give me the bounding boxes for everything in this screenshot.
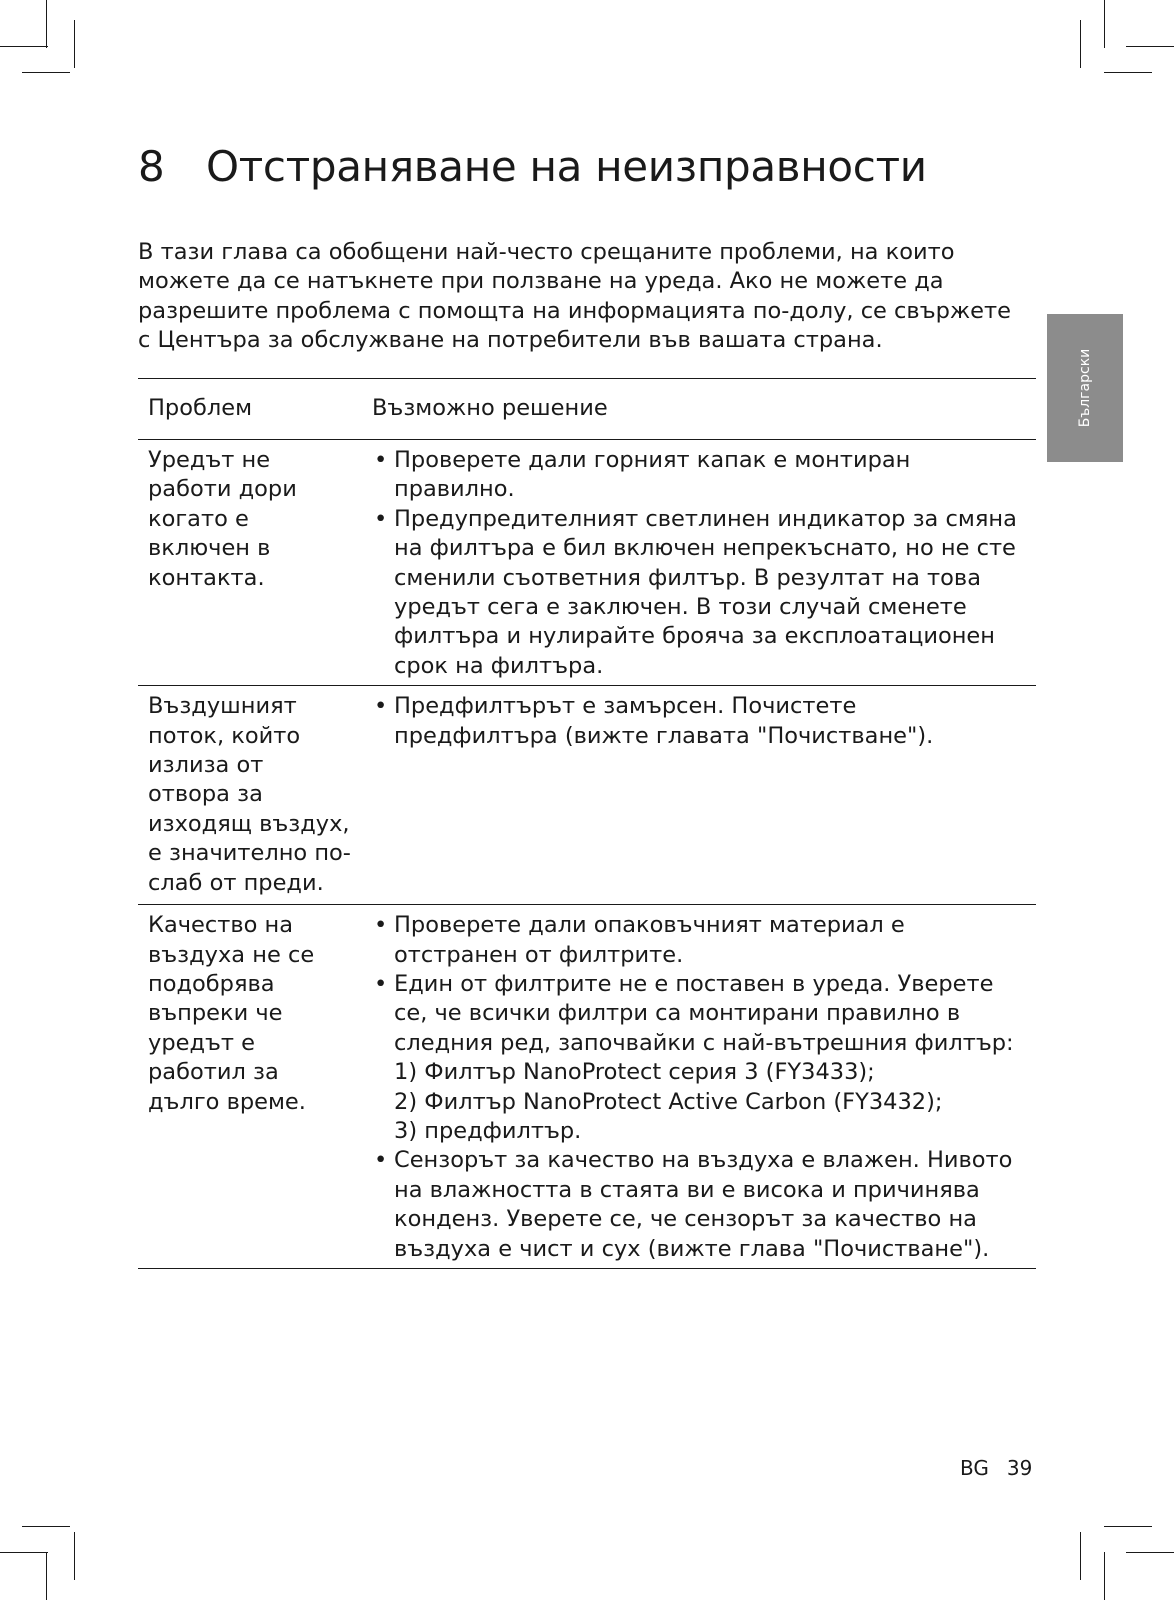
solution-item: • Предупредителният светлинен индикатор за смяна на филтъра е бил включен непрекъснато, но не сте сменили съответния филтър. В резултат на това уредът сега е заключен. В този случай сменете филтъра и нулирайте брояча за експлоатационен срок на филтъра. [372, 505, 1026, 681]
chapter-heading [138, 142, 927, 191]
solution-item: • Сензорът за качество на въздуха е влажен. Нивото на влажността в стаята ви е висока и причинява конденз. Уверете се, че сензорът за качество на въздуха е чист и сух (вижте глава "Почистване"). [372, 1146, 1026, 1264]
crop-mark [1126, 1552, 1174, 1553]
header-solution: Възможно решение [362, 379, 1036, 440]
crop-mark [22, 1526, 70, 1527]
solution-list [372, 692, 1026, 751]
filter-order-line: 1) Филтър NanoProtect серия 3 (FY3433); [394, 1059, 875, 1086]
page-number: 39 [1006, 1456, 1033, 1480]
crop-mark [1104, 0, 1105, 48]
crop-mark [1126, 46, 1174, 47]
crop-mark [1080, 20, 1081, 68]
problem-cell: Качество на въздуха не се подобрява въпреки че уредът е работил за дълго време. [138, 905, 362, 1269]
solution-item: • Предфилтърът е замърсен. Почистете предфилтъра (вижте главата "Почистване"). [372, 692, 1026, 751]
solution-cell [362, 440, 1036, 686]
crop-mark [1104, 1526, 1152, 1527]
footer-language-code: BG [960, 1456, 989, 1480]
filter-order-line: 2) Филтър NanoProtect Active Carbon (FY3432); [394, 1088, 943, 1115]
solution-item: • Проверете дали горният капак е монтиран правилно. [372, 446, 1026, 505]
table-header-row [138, 379, 1036, 440]
solution-cell [362, 905, 1036, 1269]
intro-paragraph: В тази глава са обобщени най-често срещаните проблеми, на които можете да се натъкнете при ползване на уреда. Ако не можете да разрешите проблема с помощта на информацията по-долу, се свържете с Центъра за обслужване на потребители във вашата страна. [138, 239, 1011, 354]
crop-mark [1104, 72, 1152, 73]
crop-mark [46, 0, 47, 48]
solution-item-text: • Един от филтрите не е поставен в уреда. Уверете се, че всички филтри са монтирани правилно в следния ред, започвайки с най-вътрешния филтър: [394, 970, 1014, 1056]
filter-order-line: 3) предфилтър. [394, 1117, 582, 1144]
language-side-tab [1047, 314, 1123, 462]
solution-list [372, 911, 1026, 1264]
crop-mark [0, 46, 48, 47]
table-row [138, 686, 1036, 905]
problem-cell: Уредът не работи дори когато е включен в контакта. [138, 440, 362, 686]
troubleshooting-table [138, 378, 1036, 1269]
solution-list [372, 446, 1026, 681]
chapter-title: Отстраняване на неизправности [206, 142, 927, 191]
crop-mark [0, 1552, 48, 1553]
crop-mark [22, 72, 70, 73]
crop-mark [1080, 1532, 1081, 1580]
chapter-number: 8 [138, 142, 165, 191]
solution-item: • Проверете дали опаковъчният материал е отстранен от филтрите. [372, 911, 1026, 970]
page-footer [960, 1456, 1032, 1480]
table-row [138, 905, 1036, 1269]
language-side-tab-label: Български [1077, 348, 1093, 428]
solution-item [372, 970, 1026, 1146]
crop-mark [74, 1532, 75, 1580]
crop-mark [74, 20, 75, 68]
solution-cell [362, 686, 1036, 905]
crop-mark [46, 1552, 47, 1600]
header-problem: Проблем [138, 379, 362, 440]
table-row [138, 440, 1036, 686]
problem-cell: Въздушният поток, който излиза от отвора за изходящ въздух, е значително по-слаб от преди. [138, 686, 362, 905]
crop-mark [1104, 1552, 1105, 1600]
